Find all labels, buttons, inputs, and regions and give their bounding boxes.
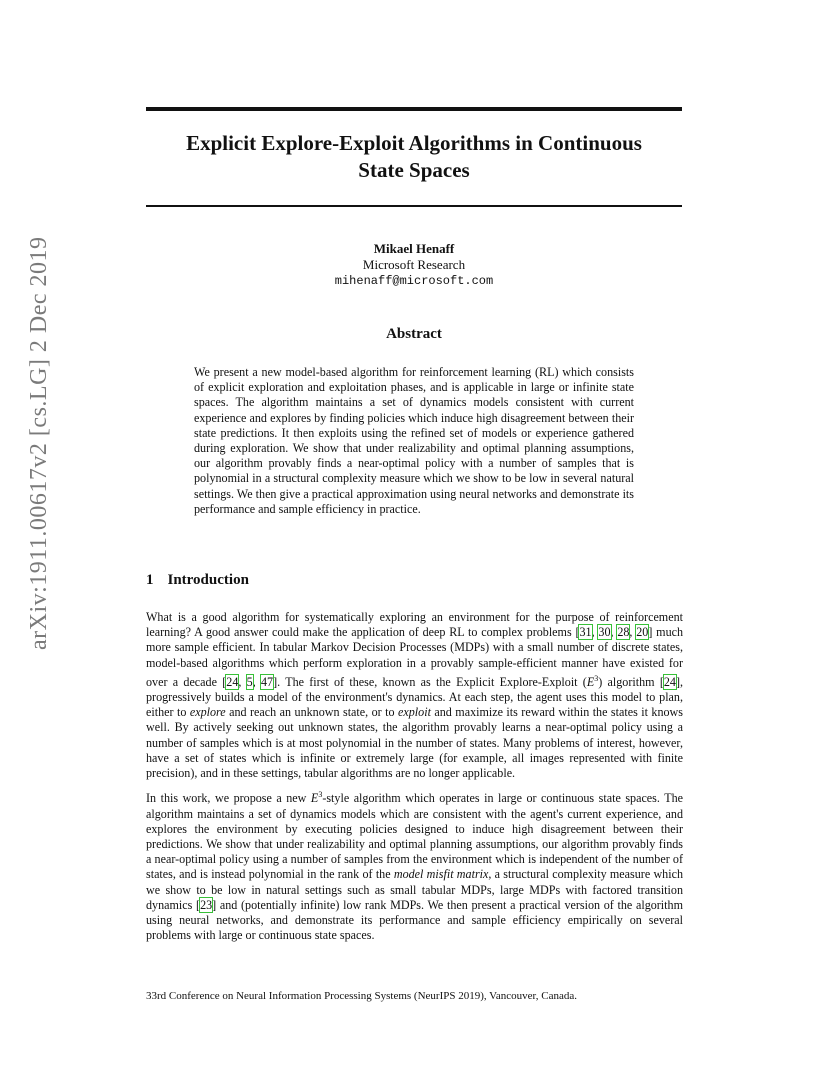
arxiv-stamp: arXiv:1911.00617v2 [cs.LG] 2 Dec 2019 (26, 236, 52, 650)
author-block (146, 241, 682, 289)
introduction-body (146, 610, 683, 949)
text-span: ) algorithm [ (598, 674, 664, 689)
citation-link[interactable]: 20 (636, 625, 649, 640)
intro-paragraph-2 (146, 787, 683, 943)
title-line-1: Explicit Explore-Exploit Algorithms in Continuous (186, 131, 642, 155)
text-span: , (252, 674, 261, 689)
text-span: and maximize its reward within the states it knows well. By actively seeking out unknown states, the algorithm provably learns a near-optimal policy using a number of samples which is at most polynomial in the number of states. Many problems of interest, however, have a set of states which is infinite or extremely large (for example, all images represented with finite precision), and in these settings, tabular algorithms are no longer applicable. (146, 705, 683, 781)
text-span: ]. The first of these, known as the Explicit Explore-Exploit ( (273, 674, 587, 689)
author-affiliation: Microsoft Research (362, 257, 466, 272)
math-e3-superscript: 3 (318, 790, 323, 800)
title-line-2: State Spaces (358, 158, 470, 182)
text-span: ], progressively builds a model of the environment's dynamics. At each step, the agent uses this model to plan, either to (146, 674, 684, 720)
text-span: , (591, 625, 599, 640)
emphasis-model-misfit: model misfit matrix (393, 867, 489, 882)
text-span: What is a good algorithm for systematically exploring an environment for the purpose of reinforcement learning? A good answer could make the application of deep RL to complex problems [ (146, 610, 683, 640)
text-span: ] much more sample efficient. In tabular Markov Decision Processes (MDPs) with a small number of discrete states, model-based algorithms which perform exploration in a provably sample-efficient manner have existed for over a decade [ (146, 625, 684, 689)
conference-footnote: 33rd Conference on Neural Information Processing Systems (NeurIPS 2019), Vancouver, Canada. (146, 990, 578, 1002)
citation-link[interactable]: 28 (617, 625, 630, 640)
text-span: ] and (potentially infinite) low rank MDPs. We then present a practical version of the algorithm using neural networks, and demonstrate its performance and sample efficiency empirically on several problems with large or continuous state spaces. (146, 897, 683, 943)
text-span: , (629, 625, 637, 640)
author-email[interactable]: mihenaff@microsoft.com (334, 274, 494, 288)
title-top-rule (146, 107, 682, 111)
citation-link[interactable]: 30 (598, 625, 611, 640)
math-e3-superscript: 3 (594, 673, 599, 683)
paper-title (146, 130, 682, 184)
citation-link[interactable]: 23 (200, 897, 213, 912)
author-name: Mikael Henaff (373, 241, 455, 256)
abstract-heading: Abstract (386, 326, 442, 342)
section-title: Introduction (167, 572, 249, 588)
citation-link[interactable]: 24 (663, 674, 676, 689)
citation-link[interactable]: 47 (261, 674, 274, 689)
citation-link[interactable]: 5 (246, 674, 253, 689)
math-e3: E (586, 674, 595, 689)
section-heading-introduction (146, 572, 249, 589)
text-span: and reach an unknown state, or to (225, 705, 399, 720)
emphasis-exploit: exploit (398, 705, 431, 720)
emphasis-explore: explore (189, 705, 226, 720)
section-number: 1 (146, 572, 154, 588)
text-span: , (610, 625, 618, 640)
math-e3: E (310, 791, 319, 806)
text-span: , (238, 674, 247, 689)
text-span: , a structural complexity measure which we show to be low in natural settings such as small tabular MDPs, large MDPs with factored transition dynamics [ (146, 867, 683, 912)
text-span: In this work, we propose a new (146, 791, 311, 806)
citation-link[interactable]: 24 (226, 674, 239, 689)
intro-paragraph-1 (146, 610, 683, 781)
title-bottom-rule (146, 205, 682, 207)
text-span: -style algorithm which operates in large or continuous state spaces. The algorithm maintains a set of dynamics models which are consistent with the agent's current experience, and explores the environment by executing policies designed to induce high disagreement between their predictions. We show that under realizability and optimal planning assumptions, our algorithm provably finds a near-optimal policy using a number of samples from the environment which is independent of the number of states, and is instead polynomial in the rank of the (146, 791, 684, 882)
abstract-body: We present a new model-based algorithm for reinforcement learning (RL) which consists of explicit exploration and exploitation phases, and is applicable in large or infinite state spaces. The algorithm maintains a set of dynamics models consistent with current experience and explores by finding policies which induce high disagreement between their state predictions. It then exploits using the refined set of models or experience gathered during exploration. We show that under realizability and optimal planning assumptions, our algorithm provably finds a near-optimal policy with a number of samples that is polynomial in a structural complexity measure which we show to be low in several natural settings. We then give a practical approximation using neural networks and demonstrate its performance and sample efficiency in practice. (194, 365, 634, 516)
citation-link[interactable]: 31 (579, 625, 592, 640)
